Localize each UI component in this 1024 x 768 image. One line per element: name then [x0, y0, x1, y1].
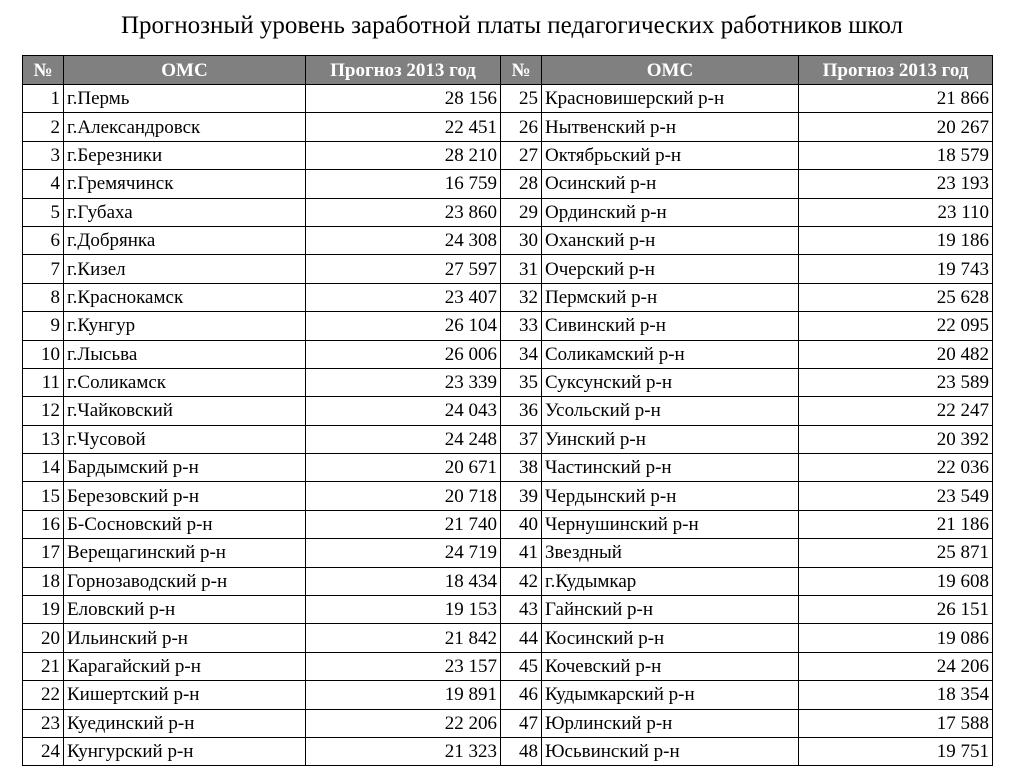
row-number-right: 40: [501, 510, 542, 538]
forecast-value-left: 20 718: [306, 482, 501, 510]
oms-name-left: Березовский р-н: [64, 482, 306, 510]
forecast-value-left: 27 597: [306, 255, 501, 283]
row-number-right: 27: [501, 141, 542, 169]
forecast-value-right: 20 392: [799, 425, 993, 453]
forecast-value-right: 23 549: [799, 482, 993, 510]
forecast-value-right: 20 482: [799, 340, 993, 368]
row-number-right: 39: [501, 482, 542, 510]
oms-name-left: г.Краснокамск: [64, 283, 306, 311]
row-number-right: 47: [501, 709, 542, 737]
forecast-value-left: 28 156: [306, 85, 501, 113]
forecast-value-right: 23 589: [799, 368, 993, 396]
forecast-value-right: 25 871: [799, 539, 993, 567]
row-number-left: 1: [23, 85, 64, 113]
forecast-value-left: 23 339: [306, 368, 501, 396]
oms-name-right: Очерский р-н: [542, 255, 799, 283]
row-number-left: 24: [23, 737, 64, 765]
oms-name-right: Осинский р-н: [542, 170, 799, 198]
forecast-value-right: 22 095: [799, 312, 993, 340]
forecast-value-right: 19 751: [799, 737, 993, 765]
row-number-right: 34: [501, 340, 542, 368]
row-number-left: 23: [23, 709, 64, 737]
forecast-value-right: 18 354: [799, 681, 993, 709]
row-number-right: 28: [501, 170, 542, 198]
header-forecast-right: Прогноз 2013 год: [799, 56, 993, 85]
header-row: [23, 56, 993, 85]
forecast-value-right: 21 186: [799, 510, 993, 538]
oms-name-right: Кочевский р-н: [542, 652, 799, 680]
forecast-value-right: 20 267: [799, 113, 993, 141]
oms-name-left: Еловский р-н: [64, 596, 306, 624]
row-number-right: 44: [501, 624, 542, 652]
oms-name-left: Карагайский р-н: [64, 652, 306, 680]
forecast-value-right: 24 206: [799, 652, 993, 680]
row-number-left: 4: [23, 170, 64, 198]
oms-name-left: Б-Сосновский р-н: [64, 510, 306, 538]
table-row: [23, 624, 993, 652]
forecast-value-left: 19 153: [306, 596, 501, 624]
row-number-left: 3: [23, 141, 64, 169]
forecast-value-left: 28 210: [306, 141, 501, 169]
header-number-right: №: [501, 56, 542, 85]
row-number-left: 2: [23, 113, 64, 141]
oms-name-left: Верещагинский р-н: [64, 539, 306, 567]
row-number-left: 8: [23, 283, 64, 311]
oms-name-right: Косинский р-н: [542, 624, 799, 652]
oms-name-left: Кунгурский р-н: [64, 737, 306, 765]
row-number-right: 41: [501, 539, 542, 567]
salary-forecast-table: [22, 55, 993, 766]
forecast-value-left: 22 451: [306, 113, 501, 141]
forecast-value-left: 23 157: [306, 652, 501, 680]
forecast-value-right: 19 743: [799, 255, 993, 283]
table-row: [23, 596, 993, 624]
oms-name-right: Нытвенский р-н: [542, 113, 799, 141]
forecast-value-left: 24 719: [306, 539, 501, 567]
forecast-value-right: 17 588: [799, 709, 993, 737]
row-number-left: 20: [23, 624, 64, 652]
table-row: [23, 368, 993, 396]
row-number-right: 36: [501, 397, 542, 425]
table-row: [23, 170, 993, 198]
oms-name-right: Ординский р-н: [542, 198, 799, 226]
forecast-value-right: 22 247: [799, 397, 993, 425]
forecast-value-right: 25 628: [799, 283, 993, 311]
forecast-value-left: 24 248: [306, 425, 501, 453]
row-number-right: 48: [501, 737, 542, 765]
table-row: [23, 141, 993, 169]
row-number-left: 18: [23, 567, 64, 595]
oms-name-left: г.Кунгур: [64, 312, 306, 340]
table-row: [23, 113, 993, 141]
table-row: [23, 539, 993, 567]
oms-name-left: Кишертский р-н: [64, 681, 306, 709]
oms-name-right: Гайнский р-н: [542, 596, 799, 624]
oms-name-right: Соликамский р-н: [542, 340, 799, 368]
table-row: [23, 397, 993, 425]
row-number-left: 17: [23, 539, 64, 567]
row-number-left: 19: [23, 596, 64, 624]
forecast-value-left: 20 671: [306, 454, 501, 482]
oms-name-right: Уинский р-н: [542, 425, 799, 453]
forecast-value-left: 23 407: [306, 283, 501, 311]
row-number-right: 32: [501, 283, 542, 311]
forecast-value-left: 21 323: [306, 737, 501, 765]
forecast-value-right: 23 110: [799, 198, 993, 226]
row-number-right: 25: [501, 85, 542, 113]
row-number-left: 5: [23, 198, 64, 226]
row-number-left: 7: [23, 255, 64, 283]
oms-name-right: Юрлинский р-н: [542, 709, 799, 737]
oms-name-right: Частинский р-н: [542, 454, 799, 482]
row-number-left: 21: [23, 652, 64, 680]
row-number-right: 33: [501, 312, 542, 340]
table-row: [23, 226, 993, 254]
forecast-value-left: 22 206: [306, 709, 501, 737]
row-number-left: 15: [23, 482, 64, 510]
table-row: [23, 737, 993, 765]
table-row: [23, 681, 993, 709]
table-row: [23, 85, 993, 113]
table-row: [23, 340, 993, 368]
oms-name-right: Октябрьский р-н: [542, 141, 799, 169]
oms-name-right: Суксунский р-н: [542, 368, 799, 396]
row-number-left: 16: [23, 510, 64, 538]
oms-name-left: Горнозаводский р-н: [64, 567, 306, 595]
forecast-value-left: 23 860: [306, 198, 501, 226]
forecast-value-right: 26 151: [799, 596, 993, 624]
forecast-value-left: 16 759: [306, 170, 501, 198]
forecast-value-left: 21 740: [306, 510, 501, 538]
row-number-right: 37: [501, 425, 542, 453]
row-number-left: 9: [23, 312, 64, 340]
oms-name-right: Чердынский р-н: [542, 482, 799, 510]
table-row: [23, 652, 993, 680]
oms-name-left: г.Березники: [64, 141, 306, 169]
forecast-value-left: 26 006: [306, 340, 501, 368]
forecast-value-left: 18 434: [306, 567, 501, 595]
table-row: [23, 567, 993, 595]
row-number-right: 29: [501, 198, 542, 226]
oms-name-left: г.Соликамск: [64, 368, 306, 396]
oms-name-left: г.Кизел: [64, 255, 306, 283]
row-number-right: 42: [501, 567, 542, 595]
forecast-value-left: 26 104: [306, 312, 501, 340]
row-number-left: 11: [23, 368, 64, 396]
oms-name-left: г.Добрянка: [64, 226, 306, 254]
table-row: [23, 255, 993, 283]
oms-name-right: Сивинский р-н: [542, 312, 799, 340]
forecast-value-left: 24 308: [306, 226, 501, 254]
forecast-value-left: 21 842: [306, 624, 501, 652]
oms-name-left: г.Губаха: [64, 198, 306, 226]
row-number-left: 10: [23, 340, 64, 368]
forecast-value-right: 22 036: [799, 454, 993, 482]
oms-name-right: Оханский р-н: [542, 226, 799, 254]
table-row: [23, 482, 993, 510]
header-oms-left: ОМС: [64, 56, 306, 85]
row-number-left: 12: [23, 397, 64, 425]
table-row: [23, 425, 993, 453]
oms-name-left: г.Чайковский: [64, 397, 306, 425]
oms-name-right: Красновишерский р-н: [542, 85, 799, 113]
header-forecast-left: Прогноз 2013 год: [306, 56, 501, 85]
oms-name-left: Ильинский р-н: [64, 624, 306, 652]
forecast-value-right: 19 186: [799, 226, 993, 254]
forecast-value-right: 19 608: [799, 567, 993, 595]
oms-name-left: г.Пермь: [64, 85, 306, 113]
oms-name-right: г.Кудымкар: [542, 567, 799, 595]
table-row: [23, 510, 993, 538]
row-number-left: 14: [23, 454, 64, 482]
table-row: [23, 283, 993, 311]
table-row: [23, 198, 993, 226]
oms-name-right: Кудымкарский р-н: [542, 681, 799, 709]
table-row: [23, 454, 993, 482]
forecast-value-right: 21 866: [799, 85, 993, 113]
row-number-right: 45: [501, 652, 542, 680]
oms-name-left: г.Александровск: [64, 113, 306, 141]
forecast-value-left: 24 043: [306, 397, 501, 425]
forecast-value-right: 18 579: [799, 141, 993, 169]
forecast-value-left: 19 891: [306, 681, 501, 709]
table-row: [23, 312, 993, 340]
oms-name-left: Бардымский р-н: [64, 454, 306, 482]
row-number-right: 30: [501, 226, 542, 254]
header-number-left: №: [23, 56, 64, 85]
header-oms-right: ОМС: [542, 56, 799, 85]
oms-name-right: Усольский р-н: [542, 397, 799, 425]
row-number-right: 31: [501, 255, 542, 283]
row-number-left: 13: [23, 425, 64, 453]
row-number-right: 43: [501, 596, 542, 624]
oms-name-left: г.Гремячинск: [64, 170, 306, 198]
row-number-right: 38: [501, 454, 542, 482]
row-number-right: 26: [501, 113, 542, 141]
row-number-right: 35: [501, 368, 542, 396]
oms-name-left: г.Лысьва: [64, 340, 306, 368]
row-number-right: 46: [501, 681, 542, 709]
oms-name-right: Пермский р-н: [542, 283, 799, 311]
oms-name-left: Куединский р-н: [64, 709, 306, 737]
oms-name-left: г.Чусовой: [64, 425, 306, 453]
forecast-value-right: 23 193: [799, 170, 993, 198]
oms-name-right: Чернушинский р-н: [542, 510, 799, 538]
forecast-value-right: 19 086: [799, 624, 993, 652]
row-number-left: 22: [23, 681, 64, 709]
table-row: [23, 709, 993, 737]
page-title: Прогнозный уровень заработной платы педагогических работников школ: [120, 12, 904, 39]
oms-name-right: Звездный: [542, 539, 799, 567]
row-number-left: 6: [23, 226, 64, 254]
oms-name-right: Юсьвинский р-н: [542, 737, 799, 765]
